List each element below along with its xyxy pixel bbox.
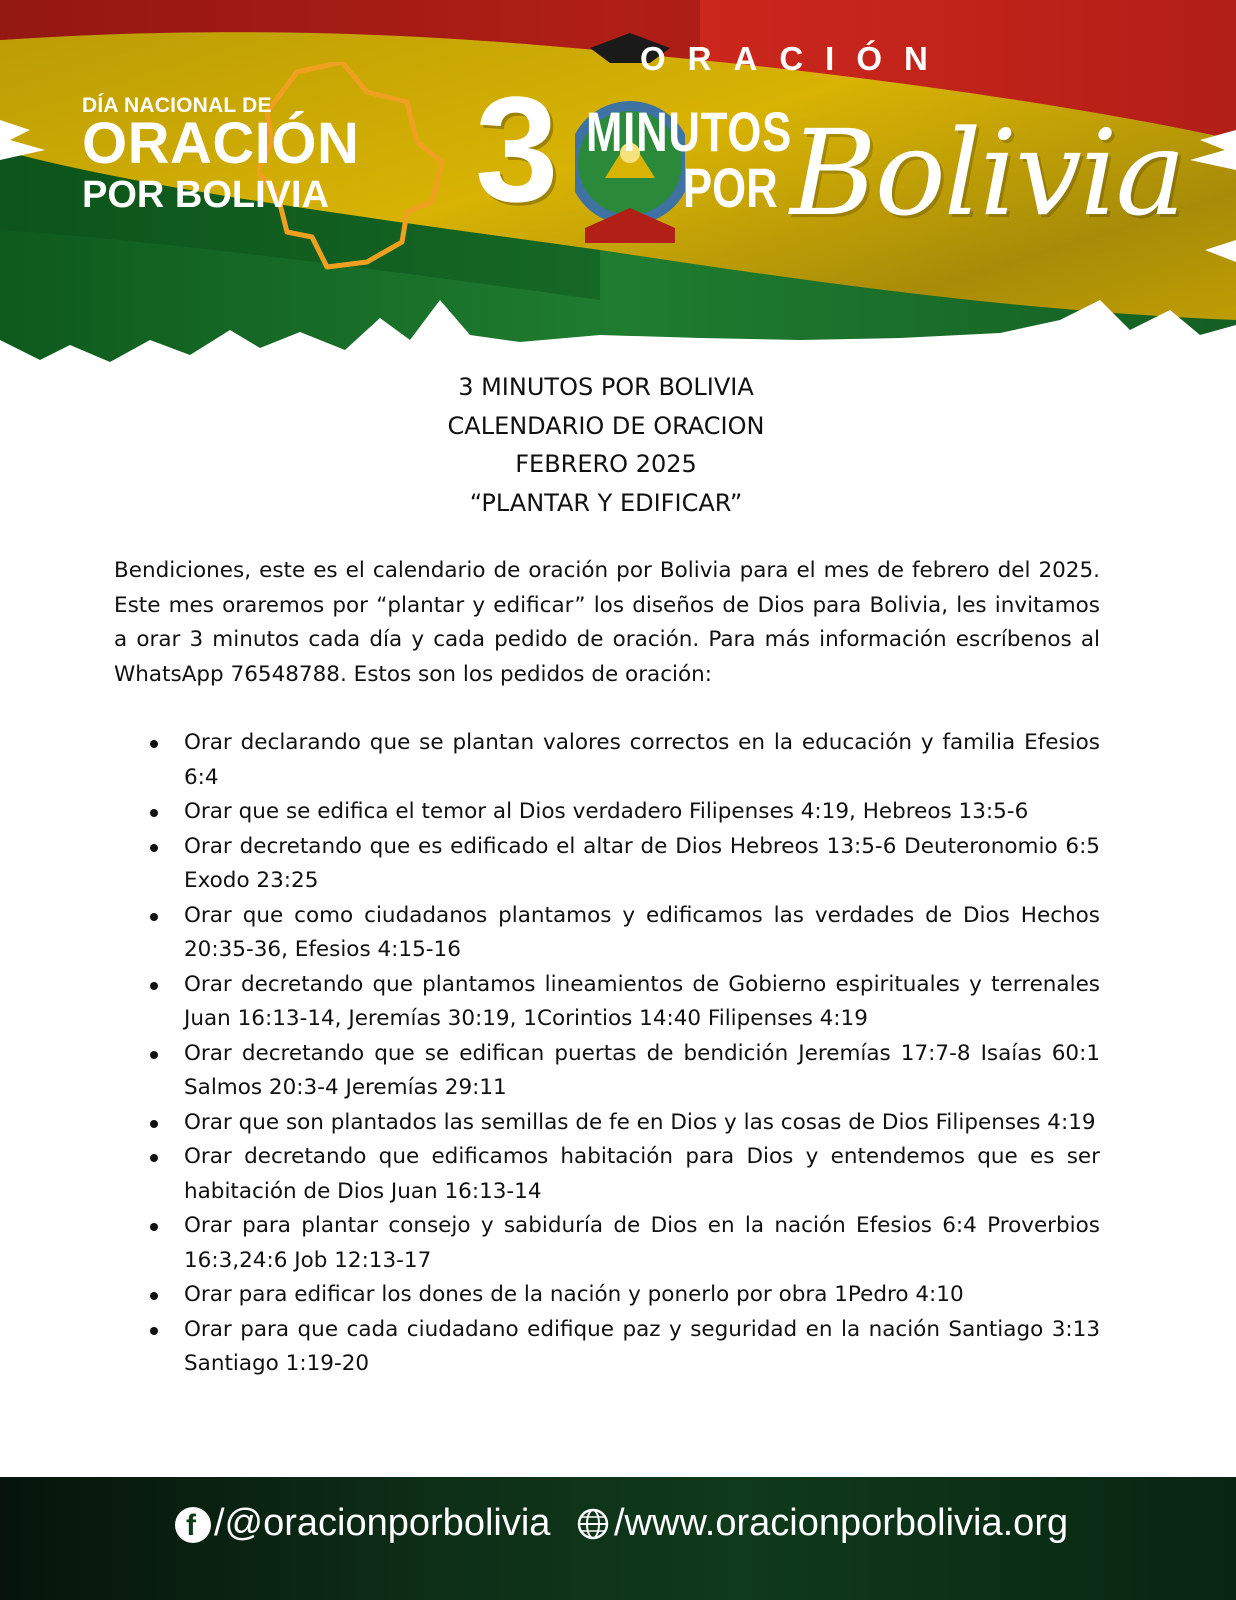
logo-line-2: ORACIÓN (82, 111, 360, 176)
prayer-request: Orar que se edifica el temor al Dios verdadero Filipenses 4:19, Hebreos 13:5-6 (184, 795, 1100, 830)
logo-por: POR (683, 156, 778, 219)
facebook-glyph: f (186, 1509, 196, 1542)
title-line-4: “PLANTAR Y EDIFICAR” (469, 488, 743, 517)
left-logo (82, 90, 442, 250)
title-line-1: 3 MINUTOS POR BOLIVIA (458, 373, 754, 401)
title-line-2: CALENDARIO DE ORACION (447, 411, 765, 440)
facebook-icon[interactable] (175, 1507, 211, 1543)
prayer-request: Orar decretando que plantamos lineamientos de Gobierno espirituales y terrenales Juan 16:13-14, Jeremías 30:19, 1Corintios 14:40 Filipenses 4:19 (184, 968, 1100, 1037)
logo-line-1: DÍA NACIONAL DE (82, 94, 272, 117)
logo-number-3: 3 (475, 65, 559, 233)
facebook-handle-link[interactable]: /@oracionporbolivia (214, 1502, 551, 1544)
logo-minutos: MINUTOS (586, 100, 793, 163)
header-banner (0, 0, 1236, 385)
logo-line-3: POR BOLIVIA (82, 174, 330, 216)
prayer-request: Orar decretando que se edifican puertas de bendición Jeremías 17:7-8 Isaías 60:1 Salmos 20:3-4 Jeremías 29:11 (184, 1037, 1100, 1106)
prayer-request: Orar para plantar consejo y sabiduría de Dios en la nación Efesios 6:4 Proverbios 16:3,24:6 Job 12:13-17 (184, 1209, 1100, 1278)
title-line-3: FEBRERO 2025 (515, 450, 697, 478)
prayer-request: Orar que son plantados las semillas de fe en Dios y las cosas de Dios Filipenses 4:19 (184, 1106, 1100, 1141)
prayer-request: Orar para edificar los dones de la nación y ponerlo por obra 1Pedro 4:10 (184, 1278, 1100, 1313)
logo-oracion: ORACIÓN (640, 40, 950, 77)
footer-bar (0, 1477, 1236, 1600)
prayer-request: Orar que como ciudadanos plantamos y edificamos las verdades de Dios Hechos 20:35-36, Efesios 4:15-16 (184, 899, 1100, 968)
intro-paragraph: Bendiciones, este es el calendario de oración por Bolivia para el mes de febrero del 2025. Este mes oraremos por “plantar y edificar” los diseños de Dios para Bolivia, les invitamos a orar 3 minutos cada día y cada pedido de oración. Para más información escríbenos al WhatsApp 76548788. Estos son los pedidos de oración: (114, 558, 1100, 687)
prayer-request: Orar decretando que es edificado el altar de Dios Hebreos 13:5-6 Deuteronomio 6:5 Exodo 23:25 (184, 830, 1100, 899)
prayer-request: Orar declarando que se plantan valores correctos en la educación y familia Efesios 6:4 (184, 726, 1100, 795)
website-link[interactable]: /www.oracionporbolivia.org (614, 1502, 1069, 1544)
document-titles (0, 368, 1212, 522)
logo-bolivia-script: Bolivia (790, 104, 1184, 242)
prayer-request: Orar para que cada ciudadano edifique paz y seguridad en la nación Santiago 3:13 Santiago 1:19-20 (184, 1313, 1100, 1382)
globe-icon[interactable] (576, 1507, 610, 1541)
prayer-request-list (112, 726, 1100, 1382)
prayer-request: Orar decretando que edificamos habitación para Dios y entendemos que es ser habitación de Dios Juan 16:13-14 (184, 1140, 1100, 1209)
